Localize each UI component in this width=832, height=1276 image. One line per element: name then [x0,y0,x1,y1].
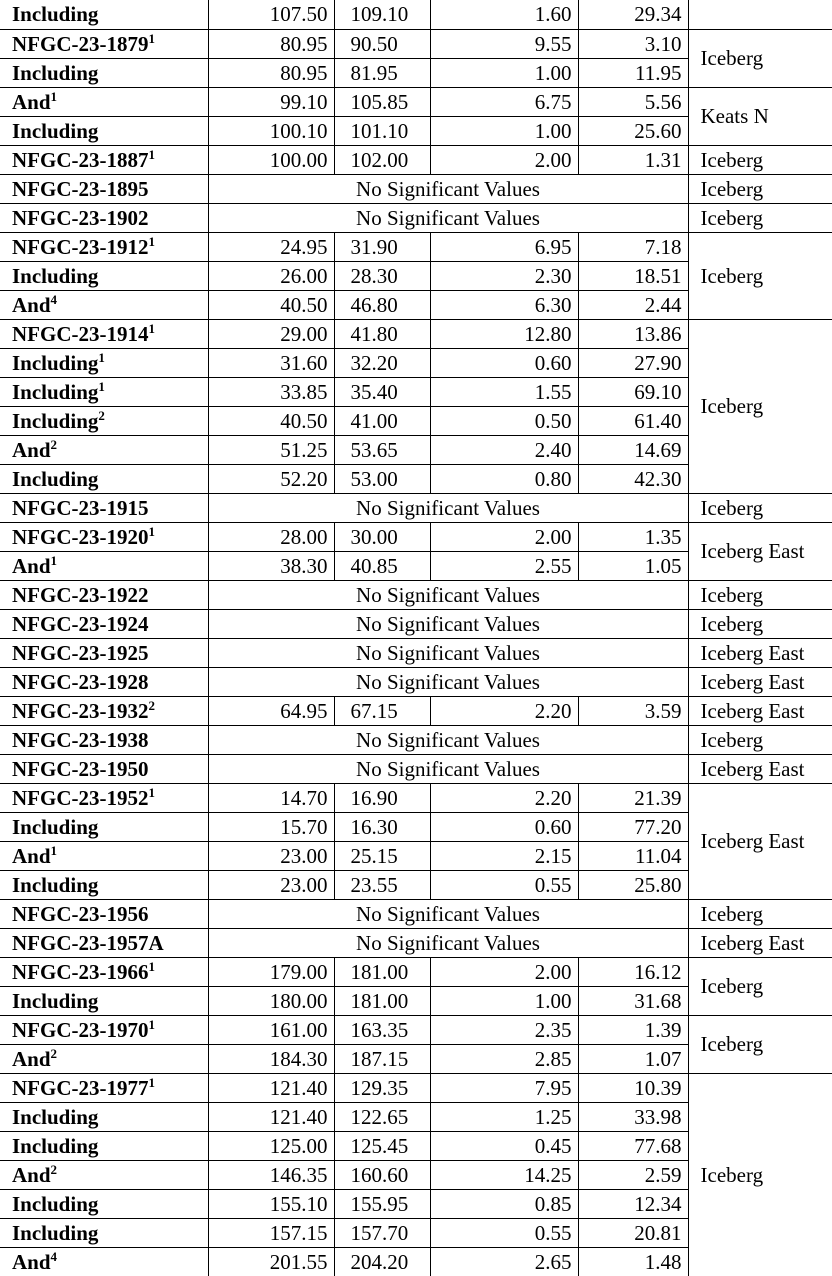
grade-cell: 27.90 [578,348,688,377]
from-cell: 52.20 [208,464,334,493]
hole-id-text: NFGC-23-1956 [12,901,149,926]
hole-id-cell [0,319,208,348]
from-cell: 179.00 [208,957,334,986]
hole-id-text: Including [12,379,99,404]
width-cell: 0.80 [430,464,578,493]
width-cell: 2.85 [430,1044,578,1073]
table-row [0,1073,832,1102]
zone-cell: Iceberg East [688,696,832,725]
grade-cell: 25.80 [578,870,688,899]
table-row [0,783,832,812]
footnote-marker: 2 [50,436,58,452]
to-cell: 125.45 [334,1131,430,1160]
grade-cell: 77.68 [578,1131,688,1160]
zone-cell: Iceberg East [688,783,832,899]
width-cell: 2.00 [430,522,578,551]
no-significant-values-cell: No Significant Values [208,638,688,667]
hole-id-text: NFGC-23-1952 [12,785,149,810]
from-cell: 31.60 [208,348,334,377]
hole-id-text: NFGC-23-1966 [12,959,149,984]
to-cell: 16.90 [334,783,430,812]
table-row [0,1015,832,1044]
grade-cell: 42.30 [578,464,688,493]
grade-cell: 3.59 [578,696,688,725]
hole-id-cell [0,145,208,174]
hole-id-text: Including [12,60,99,85]
to-cell: 67.15 [334,696,430,725]
width-cell: 0.50 [430,406,578,435]
zone-cell: Iceberg [688,174,832,203]
width-cell: 1.00 [430,986,578,1015]
width-cell: 2.00 [430,957,578,986]
hole-id-cell [0,406,208,435]
grade-cell: 1.39 [578,1015,688,1044]
no-significant-values-cell: No Significant Values [208,609,688,638]
footnote-marker: 1 [148,523,155,539]
grade-cell: 21.39 [578,783,688,812]
to-cell: 187.15 [334,1044,430,1073]
no-significant-values-cell: No Significant Values [208,725,688,754]
width-cell: 2.30 [430,261,578,290]
to-cell: 16.30 [334,812,430,841]
hole-id-cell [0,1102,208,1131]
width-cell: 0.45 [430,1131,578,1160]
width-cell: 0.55 [430,870,578,899]
hole-id-text: Including [12,466,99,491]
hole-id-cell [0,870,208,899]
no-significant-values-cell: No Significant Values [208,174,688,203]
hole-id-text: NFGC-23-1925 [12,640,149,665]
hole-id-text: Including [12,1220,99,1245]
hole-id-text: Including [12,872,99,897]
hole-id-cell [0,551,208,580]
grade-cell: 69.10 [578,377,688,406]
no-significant-values-cell: No Significant Values [208,928,688,957]
footnote-marker: 4 [50,1248,58,1264]
width-cell: 9.55 [430,29,578,58]
grade-cell: 61.40 [578,406,688,435]
to-cell: 204.20 [334,1247,430,1276]
hole-id-text: Including [12,988,99,1013]
grade-cell: 14.69 [578,435,688,464]
zone-cell: Iceberg East [688,928,832,957]
from-cell: 14.70 [208,783,334,812]
hole-id-cell [0,696,208,725]
from-cell: 121.40 [208,1102,334,1131]
footnote-marker: 1 [148,784,155,800]
to-cell: 129.35 [334,1073,430,1102]
hole-id-text: NFGC-23-1970 [12,1017,149,1042]
hole-id-text: NFGC-23-1977 [12,1075,149,1100]
hole-id-cell [0,87,208,116]
hole-id-cell [0,754,208,783]
zone-cell: Iceberg [688,609,832,638]
width-cell: 2.40 [430,435,578,464]
hole-id-text: And [12,292,51,317]
from-cell: 40.50 [208,406,334,435]
hole-id-text: NFGC-23-1902 [12,205,149,230]
hole-id-text: NFGC-23-1879 [12,31,149,56]
table-row [0,609,832,638]
width-cell: 12.80 [430,319,578,348]
zone-cell: Iceberg [688,899,832,928]
hole-id-cell [0,0,208,29]
hole-id-cell [0,957,208,986]
hole-id-cell [0,116,208,145]
hole-id-cell [0,1247,208,1276]
hole-id-cell [0,290,208,319]
hole-id-text: Including [12,1104,99,1129]
from-cell: 80.95 [208,58,334,87]
grade-cell: 2.59 [578,1160,688,1189]
hole-id-text: NFGC-23-1887 [12,147,149,172]
hole-id-text: And [12,553,51,578]
grade-cell: 31.68 [578,986,688,1015]
hole-id-cell [0,493,208,522]
zone-cell: Iceberg [688,203,832,232]
from-cell: 99.10 [208,87,334,116]
width-cell: 14.25 [430,1160,578,1189]
zone-cell: Iceberg East [688,522,832,580]
table-row [0,319,832,348]
width-cell: 1.55 [430,377,578,406]
grade-cell: 29.34 [578,0,688,29]
hole-id-cell [0,986,208,1015]
no-significant-values-cell: No Significant Values [208,667,688,696]
from-cell: 33.85 [208,377,334,406]
to-cell: 157.70 [334,1218,430,1247]
width-cell: 1.60 [430,0,578,29]
hole-id-cell [0,348,208,377]
footnote-marker: 1 [148,958,155,974]
hole-id-text: NFGC-23-1895 [12,176,149,201]
hole-id-cell [0,232,208,261]
table-row [0,725,832,754]
hole-id-cell [0,203,208,232]
hole-id-text: NFGC-23-1932 [12,698,149,723]
hole-id-text: And [12,437,51,462]
width-cell: 1.25 [430,1102,578,1131]
grade-cell: 11.04 [578,841,688,870]
hole-id-cell [0,1015,208,1044]
table-row [0,667,832,696]
hole-id-text: NFGC-23-1922 [12,582,149,607]
hole-id-cell [0,638,208,667]
to-cell: 25.15 [334,841,430,870]
hole-id-text: NFGC-23-1912 [12,234,149,259]
table-row [0,696,832,725]
footnote-marker: 1 [148,30,155,46]
to-cell: 32.20 [334,348,430,377]
hole-id-cell [0,29,208,58]
from-cell: 28.00 [208,522,334,551]
grade-cell: 12.34 [578,1189,688,1218]
hole-id-text: NFGC-23-1915 [12,495,149,520]
hole-id-text: NFGC-23-1914 [12,321,149,346]
hole-id-cell [0,522,208,551]
footnote-marker: 1 [148,320,155,336]
from-cell: 184.30 [208,1044,334,1073]
grade-cell: 1.31 [578,145,688,174]
hole-id-cell [0,928,208,957]
table-row [0,0,832,29]
from-cell: 121.40 [208,1073,334,1102]
grade-cell: 10.39 [578,1073,688,1102]
hole-id-text: Including [12,814,99,839]
footnote-marker: 1 [148,1074,155,1090]
zone-cell: Iceberg East [688,638,832,667]
from-cell: 161.00 [208,1015,334,1044]
table-row [0,580,832,609]
table-row [0,638,832,667]
to-cell: 40.85 [334,551,430,580]
to-cell: 31.90 [334,232,430,261]
zone-cell: Iceberg East [688,667,832,696]
grade-cell: 5.56 [578,87,688,116]
hole-id-text: Including [12,118,99,143]
to-cell: 102.00 [334,145,430,174]
hole-id-cell [0,58,208,87]
hole-id-cell [0,174,208,203]
footnote-marker: 2 [148,697,155,713]
table-row [0,203,832,232]
footnote-marker: 1 [50,842,58,858]
hole-id-text: Including [12,2,99,27]
to-cell: 105.85 [334,87,430,116]
footnote-marker: 4 [50,291,58,307]
to-cell: 181.00 [334,957,430,986]
table-row [0,232,832,261]
width-cell: 2.15 [430,841,578,870]
from-cell: 29.00 [208,319,334,348]
hole-id-cell [0,580,208,609]
footnote-marker: 1 [50,88,58,104]
table-row [0,174,832,203]
width-cell: 0.60 [430,348,578,377]
zone-cell: Iceberg [688,493,832,522]
grade-cell: 3.10 [578,29,688,58]
width-cell: 6.75 [430,87,578,116]
footnote-marker: 1 [98,378,105,394]
zone-cell: Iceberg [688,232,832,319]
zone-cell [688,0,832,29]
hole-id-cell [0,609,208,638]
hole-id-cell [0,1218,208,1247]
hole-id-cell [0,1189,208,1218]
to-cell: 101.10 [334,116,430,145]
table-row [0,754,832,783]
zone-cell: Iceberg [688,29,832,87]
zone-cell: Iceberg [688,1073,832,1276]
grade-cell: 1.35 [578,522,688,551]
hole-id-cell [0,1131,208,1160]
width-cell: 2.20 [430,783,578,812]
zone-cell: Iceberg [688,725,832,754]
width-cell: 0.85 [430,1189,578,1218]
grade-cell: 1.48 [578,1247,688,1276]
footnote-marker: 1 [50,552,58,568]
table-row [0,87,832,116]
hole-id-cell [0,377,208,406]
from-cell: 24.95 [208,232,334,261]
hole-id-text: Including [12,1133,99,1158]
from-cell: 80.95 [208,29,334,58]
no-significant-values-cell: No Significant Values [208,754,688,783]
zone-cell: Keats N [688,87,832,145]
hole-id-cell [0,1044,208,1073]
grade-cell: 18.51 [578,261,688,290]
hole-id-text: Including [12,1191,99,1216]
grade-cell: 77.20 [578,812,688,841]
to-cell: 30.00 [334,522,430,551]
from-cell: 40.50 [208,290,334,319]
width-cell: 0.55 [430,1218,578,1247]
to-cell: 90.50 [334,29,430,58]
hole-id-cell [0,812,208,841]
no-significant-values-cell: No Significant Values [208,580,688,609]
zone-cell: Iceberg [688,957,832,1015]
to-cell: 28.30 [334,261,430,290]
from-cell: 38.30 [208,551,334,580]
table-row [0,957,832,986]
hole-id-cell [0,841,208,870]
hole-id-text: NFGC-23-1920 [12,524,149,549]
from-cell: 15.70 [208,812,334,841]
width-cell: 0.60 [430,812,578,841]
width-cell: 1.00 [430,116,578,145]
hole-id-cell [0,725,208,754]
grade-cell: 20.81 [578,1218,688,1247]
width-cell: 6.30 [430,290,578,319]
hole-id-text: NFGC-23-1957A [12,930,164,955]
table-row [0,522,832,551]
hole-id-text: And [12,89,51,114]
grade-cell: 7.18 [578,232,688,261]
hole-id-cell [0,783,208,812]
zone-cell: Iceberg [688,1015,832,1073]
grade-cell: 33.98 [578,1102,688,1131]
to-cell: 41.80 [334,319,430,348]
to-cell: 160.60 [334,1160,430,1189]
zone-cell: Iceberg [688,319,832,493]
zone-cell: Iceberg [688,580,832,609]
grade-cell: 1.05 [578,551,688,580]
hole-id-cell [0,667,208,696]
grade-cell: 13.86 [578,319,688,348]
to-cell: 53.65 [334,435,430,464]
hole-id-cell [0,899,208,928]
from-cell: 107.50 [208,0,334,29]
width-cell: 2.00 [430,145,578,174]
footnote-marker: 2 [50,1161,58,1177]
width-cell: 1.00 [430,58,578,87]
hole-id-cell [0,261,208,290]
width-cell: 6.95 [430,232,578,261]
from-cell: 23.00 [208,870,334,899]
from-cell: 51.25 [208,435,334,464]
from-cell: 23.00 [208,841,334,870]
hole-id-cell [0,464,208,493]
from-cell: 26.00 [208,261,334,290]
to-cell: 163.35 [334,1015,430,1044]
to-cell: 155.95 [334,1189,430,1218]
no-significant-values-cell: No Significant Values [208,899,688,928]
footnote-marker: 1 [148,146,155,162]
to-cell: 109.10 [334,0,430,29]
hole-id-text: Including [12,350,99,375]
from-cell: 100.00 [208,145,334,174]
zone-cell: Iceberg East [688,754,832,783]
footnote-marker: 1 [148,1016,155,1032]
to-cell: 46.80 [334,290,430,319]
no-significant-values-cell: No Significant Values [208,493,688,522]
to-cell: 181.00 [334,986,430,1015]
from-cell: 64.95 [208,696,334,725]
footnote-marker: 2 [98,407,105,423]
to-cell: 53.00 [334,464,430,493]
grade-cell: 2.44 [578,290,688,319]
no-significant-values-cell: No Significant Values [208,203,688,232]
grade-cell: 1.07 [578,1044,688,1073]
table-row [0,899,832,928]
grade-cell: 11.95 [578,58,688,87]
footnote-marker: 1 [98,349,105,365]
table-row [0,145,832,174]
width-cell: 2.65 [430,1247,578,1276]
width-cell: 7.95 [430,1073,578,1102]
to-cell: 23.55 [334,870,430,899]
from-cell: 146.35 [208,1160,334,1189]
to-cell: 122.65 [334,1102,430,1131]
table-row [0,928,832,957]
grade-cell: 25.60 [578,116,688,145]
width-cell: 2.55 [430,551,578,580]
hole-id-text: And [12,1046,51,1071]
width-cell: 2.20 [430,696,578,725]
from-cell: 155.10 [208,1189,334,1218]
from-cell: 100.10 [208,116,334,145]
to-cell: 35.40 [334,377,430,406]
zone-cell: Iceberg [688,145,832,174]
hole-id-cell [0,1160,208,1189]
table-row [0,29,832,58]
to-cell: 81.95 [334,58,430,87]
to-cell: 41.00 [334,406,430,435]
hole-id-cell [0,435,208,464]
hole-id-text: NFGC-23-1938 [12,727,149,752]
hole-id-text: Including [12,408,99,433]
table-row [0,493,832,522]
from-cell: 180.00 [208,986,334,1015]
footnote-marker: 2 [50,1045,58,1061]
from-cell: 125.00 [208,1131,334,1160]
footnote-marker: 1 [148,233,155,249]
hole-id-text: NFGC-23-1924 [12,611,149,636]
grade-cell: 16.12 [578,957,688,986]
hole-id-text: And [12,1162,51,1187]
hole-id-text: And [12,1249,51,1274]
hole-id-text: NFGC-23-1950 [12,756,149,781]
hole-id-text: NFGC-23-1928 [12,669,149,694]
from-cell: 201.55 [208,1247,334,1276]
hole-id-text: Including [12,263,99,288]
hole-id-cell [0,1073,208,1102]
from-cell: 157.15 [208,1218,334,1247]
width-cell: 2.35 [430,1015,578,1044]
hole-id-text: And [12,843,51,868]
